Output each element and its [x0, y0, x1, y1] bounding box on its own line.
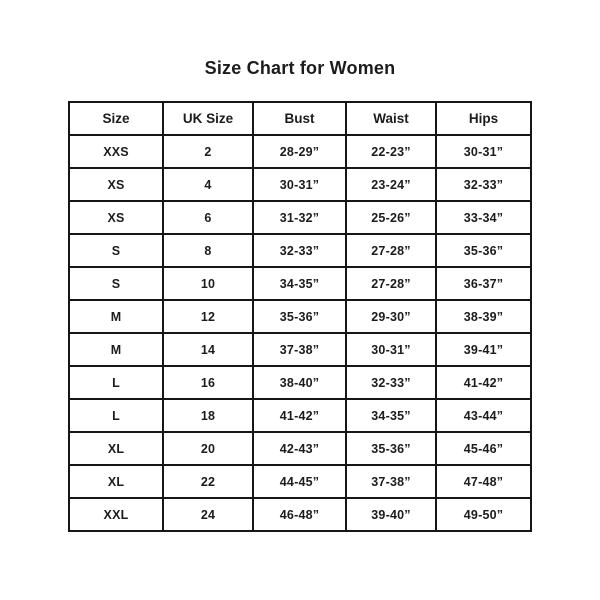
header-hips: Hips: [436, 102, 531, 135]
cell-uk: 10: [163, 267, 253, 300]
cell-waist: 27-28”: [346, 234, 436, 267]
cell-bust: 41-42”: [253, 399, 346, 432]
cell-size: M: [69, 300, 163, 333]
cell-bust: 42-43”: [253, 432, 346, 465]
table-row: [69, 168, 531, 201]
cell-uk: 4: [163, 168, 253, 201]
cell-waist: 25-26”: [346, 201, 436, 234]
cell-size: XS: [69, 168, 163, 201]
cell-waist: 22-23”: [346, 135, 436, 168]
cell-hips: 39-41”: [436, 333, 531, 366]
table-row: [69, 267, 531, 300]
cell-uk: 20: [163, 432, 253, 465]
cell-uk: 18: [163, 399, 253, 432]
cell-bust: 37-38”: [253, 333, 346, 366]
cell-size: XS: [69, 201, 163, 234]
cell-hips: 41-42”: [436, 366, 531, 399]
cell-size: S: [69, 234, 163, 267]
cell-uk: 2: [163, 135, 253, 168]
table-row: [69, 333, 531, 366]
cell-uk: 24: [163, 498, 253, 531]
cell-bust: 32-33”: [253, 234, 346, 267]
table-row: [69, 498, 531, 531]
cell-size: XL: [69, 465, 163, 498]
cell-waist: 37-38”: [346, 465, 436, 498]
cell-uk: 14: [163, 333, 253, 366]
cell-bust: 35-36”: [253, 300, 346, 333]
table-body: [69, 135, 531, 531]
cell-hips: 38-39”: [436, 300, 531, 333]
cell-hips: 43-44”: [436, 399, 531, 432]
cell-bust: 46-48”: [253, 498, 346, 531]
cell-hips: 30-31”: [436, 135, 531, 168]
table-row: [69, 201, 531, 234]
cell-hips: 49-50”: [436, 498, 531, 531]
cell-size: L: [69, 399, 163, 432]
cell-waist: 27-28”: [346, 267, 436, 300]
size-chart-table: [68, 101, 532, 532]
page-title: Size Chart for Women: [204, 58, 396, 78]
cell-waist: 35-36”: [346, 432, 436, 465]
cell-bust: 44-45”: [253, 465, 346, 498]
cell-uk: 12: [163, 300, 253, 333]
cell-waist: 39-40”: [346, 498, 436, 531]
cell-uk: 8: [163, 234, 253, 267]
cell-bust: 34-35”: [253, 267, 346, 300]
cell-size: XL: [69, 432, 163, 465]
cell-bust: 31-32”: [253, 201, 346, 234]
cell-uk: 6: [163, 201, 253, 234]
table-row: [69, 135, 531, 168]
cell-hips: 47-48”: [436, 465, 531, 498]
cell-uk: 16: [163, 366, 253, 399]
table-row: [69, 366, 531, 399]
header-bust: Bust: [253, 102, 346, 135]
table-row: [69, 432, 531, 465]
cell-size: L: [69, 366, 163, 399]
table-row: [69, 300, 531, 333]
cell-waist: 34-35”: [346, 399, 436, 432]
cell-hips: 45-46”: [436, 432, 531, 465]
cell-uk: 22: [163, 465, 253, 498]
cell-size: XXS: [69, 135, 163, 168]
table-row: [69, 465, 531, 498]
cell-size: M: [69, 333, 163, 366]
table-header: [69, 102, 531, 135]
cell-waist: 23-24”: [346, 168, 436, 201]
cell-hips: 36-37”: [436, 267, 531, 300]
cell-bust: 28-29”: [253, 135, 346, 168]
cell-size: XXL: [69, 498, 163, 531]
header-uk-size: UK Size: [163, 102, 253, 135]
cell-hips: 32-33”: [436, 168, 531, 201]
table-row: [69, 234, 531, 267]
cell-waist: 29-30”: [346, 300, 436, 333]
cell-bust: 30-31”: [253, 168, 346, 201]
header-row: [69, 102, 531, 135]
cell-waist: 30-31”: [346, 333, 436, 366]
cell-hips: 33-34”: [436, 201, 531, 234]
cell-bust: 38-40”: [253, 366, 346, 399]
table-row: [69, 399, 531, 432]
cell-waist: 32-33”: [346, 366, 436, 399]
cell-hips: 35-36”: [436, 234, 531, 267]
cell-size: S: [69, 267, 163, 300]
header-size: Size: [69, 102, 163, 135]
header-waist: Waist: [346, 102, 436, 135]
